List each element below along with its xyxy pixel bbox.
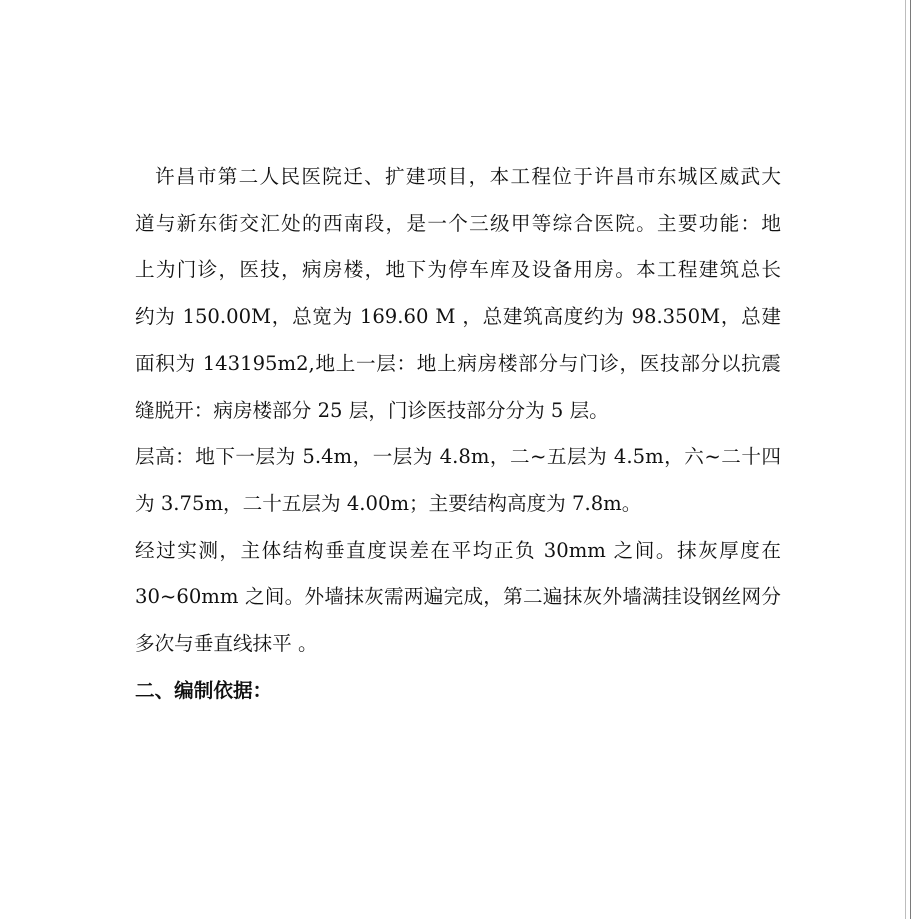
- overview-paragraph: [135, 154, 781, 434]
- info-row-construction-unit: [135, 14, 781, 61]
- document-body: [135, 14, 781, 854]
- paragraph-line: 缝脱开：病房楼部分 25 层，门诊医技部分分为 5 层。: [135, 398, 609, 422]
- floor-height-paragraph: [135, 434, 781, 527]
- paragraph-line: 约为 150.00M，总宽为 169.60 M ，总建筑高度约为 98.350M，总建: [135, 305, 781, 329]
- reference-item: [135, 808, 781, 855]
- paragraph-line: 层高：地下一层为 5.4m，一层为 4.8m，二~五层为 4.5m，六~二十四: [135, 445, 781, 469]
- reference-item: [135, 714, 781, 761]
- paragraph-line: 许昌市第二人民医院迁、扩建项目，本工程位于许昌市东城区威武大: [155, 165, 781, 189]
- paragraph-line: 道与新东街交汇处的西南段，是一个三级甲等综合医院。主要功能：地: [135, 211, 781, 235]
- paragraph-line: 面积为 143195m2,地上一层：地上病房楼部分与门诊，医技部分以抗震: [135, 351, 781, 375]
- measurement-paragraph: [135, 528, 781, 668]
- info-row-supervision-unit: [135, 107, 781, 154]
- paragraph-line: 为 3.75m，二十五层为 4.00m；主要结构高度为 7.8m。: [135, 491, 642, 515]
- paragraph-line: 30~60mm 之间。外墙抹灰需两遍完成，第二遍抹灰外墙满挂设钢丝网分: [135, 585, 781, 609]
- info-row-design-unit: [135, 61, 781, 108]
- section-heading: 二、编制依据：: [135, 678, 273, 702]
- reference-item: [135, 761, 781, 808]
- paragraph-line: 经过实测，主体结构垂直度误差在平均正负 30mm 之间。抹灰厚度在: [135, 538, 781, 562]
- paragraph-line: 多次与垂直线抹平 。: [135, 631, 318, 655]
- paragraph-line: 上为门诊，医技，病房楼，地下为停车库及设备用房。本工程建筑总长: [135, 258, 781, 282]
